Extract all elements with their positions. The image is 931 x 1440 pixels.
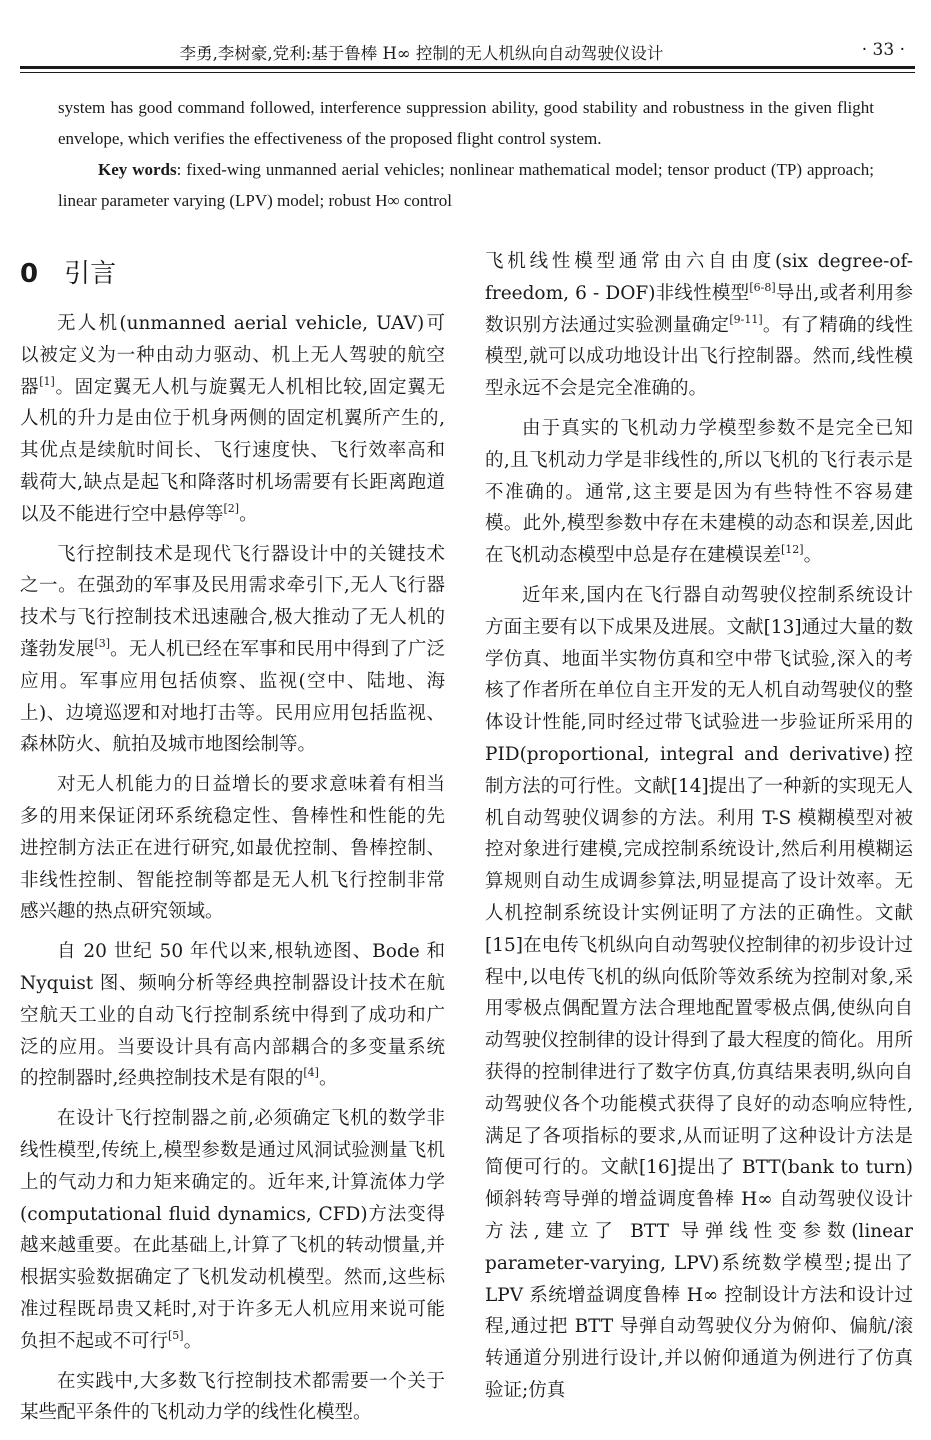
paragraph-text: 。固定翼无人机与旋翼无人机相比较,固定翼无人机的升力是由位于机身两侧的固定机翼所产生的,其优点是续航时间长、飞行速度快、飞行效率高和载荷大,缺点是起飞和降落时机场需要有长距离跑道以及不能进行空中悬停等 — [20, 376, 445, 525]
paragraph — [485, 580, 913, 1407]
paragraph — [485, 413, 913, 572]
citation-ref: [12] — [781, 543, 804, 557]
paragraph-text: 由于真实的飞机动力学模型参数不是完全已知的,且飞机动力学是非线性的,所以飞机的飞行表示是不准确的。通常,这主要是因为有些特性不容易建模。此外,模型参数中存在未建模的动态和误差,因此在飞机动态模型中总是存在建模误差 — [485, 417, 913, 567]
citation-ref: [2] — [223, 501, 240, 515]
right-column — [485, 246, 913, 1415]
paragraph-text: 近年来,国内在飞行器自动驾驶仪控制系统设计方面主要有以下成果及进展。文献[13]通过大量的数学仿真、地面半实物仿真和空中带飞试验,深入的考核了作者所在单位自主开发的无人机自动驾驶仪的整体设计性能,同时经过带飞试验进一步验证所采用的 PID(proportional, integral and derivative)控制方法的可行性。文献[14]提出了一种新的实现无人机自动驾驶仪调参的方法。利用 T-S 模糊模型对被控对象进行建模,完成控制系统设计,然后利用模糊运算规则自动生成调参算法,明显提高了设计效率。无人机控制系统设计实例证明了方法的正确性。文献[15]在电传飞机纵向自动驾驶仪控制律的初步设计过程中,以电传飞机的纵向低阶等效系统为控制对象,采用零极点偶配置方法合理地配置零极点偶,使纵向自动驾驶仪控制律的设计得到了最大程度的简化。用所获得的控制律进行了数字仿真,仿真结果表明,纵向自动驾驶仪各个功能模式获得了良好的动态响应特性,满足了各项指标的要求,从而证明了这种设计方法是简便可行的。文献[16]提出了 BTT(bank to turn)倾斜转弯导弹的增益调度鲁棒 H∞ 自动驾驶仪设计方法,建立了 BTT 导弹线性变参数(linear parameter-varying, LPV)系统数学模型;提出了 LPV 系统增益调度鲁棒 H∞ 控制设计方法和设计过程,通过把 BTT 导弹自动驾驶仪分为俯仰、偏航/滚转通道分别进行设计,并以俯仰通道为例进行了仿真验证;仿真 — [485, 584, 913, 1401]
citation-ref: [4] — [303, 1066, 319, 1080]
section-number: 0 — [20, 259, 39, 289]
paragraph-text: 自 20 世纪 50 年代以来,根轨迹图、Bode 和 Nyquist 图、频响分析等经典控制器设计技术在航空航天工业的自动飞行控制系统中得到了成功和广泛的应用。当要设计具有高内部耦合的多变量系统的控制器时,经典控制技术是有限的 — [20, 941, 445, 1090]
paragraph-text: 导出,或者利用参数识别方法通过实验测量确定 — [485, 282, 913, 336]
paragraph — [485, 246, 913, 405]
citation-ref: [1] — [39, 374, 55, 388]
paragraph — [20, 1103, 445, 1357]
abstract-tail — [58, 92, 874, 154]
abstract-text: system has good command followed, interference suppression ability, good stability and robustness in the given flight envelope, which verifies the effectiveness of the proposed flight control system. — [58, 98, 874, 148]
left-paragraphs — [20, 308, 445, 1429]
citation-ref: [6-8] — [749, 280, 776, 294]
paragraph — [20, 539, 445, 762]
paragraph-text: 。 — [183, 1330, 203, 1352]
paragraph-text: 在实践中,大多数飞行控制技术都需要一个关于某些配平条件的飞机动力学的线性化模型。 — [20, 1370, 445, 1424]
paragraph — [20, 1366, 445, 1430]
running-header — [20, 40, 913, 66]
paragraph — [20, 936, 445, 1095]
keywords-text: : fixed-wing unmanned aerial vehicles; nonlinear mathematical model; tensor product (TP) approach; linear parameter varying (LPV) model; robust H∞ control — [58, 160, 874, 210]
left-column — [20, 246, 445, 1437]
paragraph-text: 。 — [318, 1068, 338, 1090]
header-rule-thin — [20, 72, 915, 73]
paragraph — [20, 769, 445, 928]
paragraph-text: 。 — [803, 545, 823, 567]
paragraph-text: 在设计飞行控制器之前,必须确定飞机的数学非线性模型,传统上,模型参数是通过风洞试验测量飞机上的气动力和力矩来确定的。近年来,计算流体力学(computational fluid dynamics, CFD)方法变得越来越重要。在此基础上,计算了飞机的转动惯量,并根据实验数据确定了飞机发动机模型。然而,这些标准过程既昂贵又耗时,对于许多无人机应用来说可能负担不起或不可行 — [20, 1108, 445, 1352]
header-rule-thick — [20, 66, 915, 69]
section-title: 引言 — [64, 259, 117, 289]
paragraph-text: 无人机(unmanned aerial vehicle, UAV)可以被定义为一种由动力驱动、机上无人驾驶的航空器 — [20, 313, 445, 398]
keywords — [58, 154, 874, 216]
paragraph-text: 对无人机能力的日益增长的要求意味着有相当多的用来保证闭环系统稳定性、鲁棒性和性能的先进控制方法正在进行研究,如最优控制、鲁棒控制、非线性控制、智能控制等都是无人机飞行控制非常感兴趣的热点研究领域。 — [20, 774, 445, 923]
citation-ref: [9-11] — [729, 312, 763, 326]
page-number: · 33 · — [861, 40, 905, 60]
paragraph-text: 。有了精确的线性模型,就可以成功地设计出飞行控制器。然而,线性模型永远不会是完全准确的。 — [485, 314, 913, 400]
paragraph-text: 。无人机已经在军事和民用中得到了广泛应用。军事应用包括侦察、监视(空中、陆地、海上)、边境巡逻和对地打击等。民用应用包括监视、森林防火、航拍及城市地图绘制等。 — [20, 638, 445, 756]
section-heading — [20, 254, 445, 294]
paragraph-text: 飞行控制技术是现代飞行器设计中的关键技术之一。在强劲的军事及民用需求牵引下,无人飞行器技术与飞行控制技术迅速融合,极大推动了无人机的蓬勃发展 — [20, 543, 445, 660]
running-header-title: 李勇,李树豪,党利:基于鲁棒 H∞ 控制的无人机纵向自动驾驶仪设计 — [179, 44, 664, 63]
paragraph-text: 。 — [239, 503, 258, 525]
keywords-label: Key words — [98, 160, 177, 179]
citation-ref: [3] — [94, 636, 111, 650]
citation-ref: [5] — [168, 1328, 184, 1342]
right-paragraphs — [485, 246, 913, 1407]
paragraph — [20, 308, 445, 531]
paragraph-text: 飞机线性模型通常由六自由度(six degree-of-freedom, 6 - DOF)非线性模型 — [485, 251, 913, 304]
